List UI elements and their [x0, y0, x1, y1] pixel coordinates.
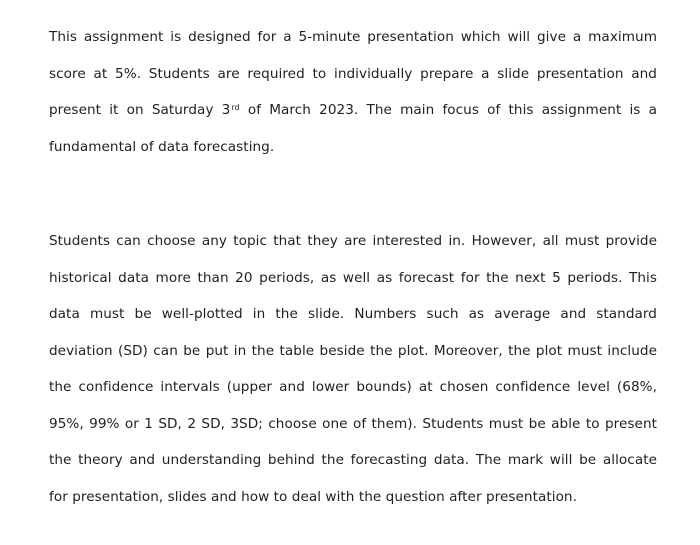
text-line: score at 5%. Students are required to individually prepare a slide presentation and — [49, 66, 657, 82]
text-line: This assignment is designed for a 5-minute presentation which will give a maximum — [49, 29, 657, 45]
ordinal-superscript: rd — [231, 103, 240, 112]
text-line: for presentation, slides and how to deal with the question after presentation. — [49, 489, 577, 505]
text-line: Students can choose any topic that they are interested in. However, all must provide — [49, 233, 657, 249]
text-segment: of March 2023. The main focus of this assignment is a — [239, 102, 657, 118]
text-line: historical data more than 20 periods, as well as forecast for the next 5 periods. This — [49, 270, 657, 286]
text-line — [49, 100, 657, 120]
text-line: data must be well-plotted in the slide. Numbers such as average and standard — [49, 306, 657, 322]
text-line: deviation (SD) can be put in the table beside the plot. Moreover, the plot must include — [49, 343, 657, 359]
text-line: 95%, 99% or 1 SD, 2 SD, 3SD; choose one of them). Students must be able to present — [49, 416, 657, 432]
text-line: the confidence intervals (upper and lower bounds) at chosen confidence level (68%, — [49, 379, 657, 395]
text-line: fundamental of data forecasting. — [49, 139, 275, 155]
text-segment: present it on Saturday 3 — [49, 102, 231, 118]
text-line: the theory and understanding behind the forecasting data. The mark will be allocate — [49, 452, 657, 468]
